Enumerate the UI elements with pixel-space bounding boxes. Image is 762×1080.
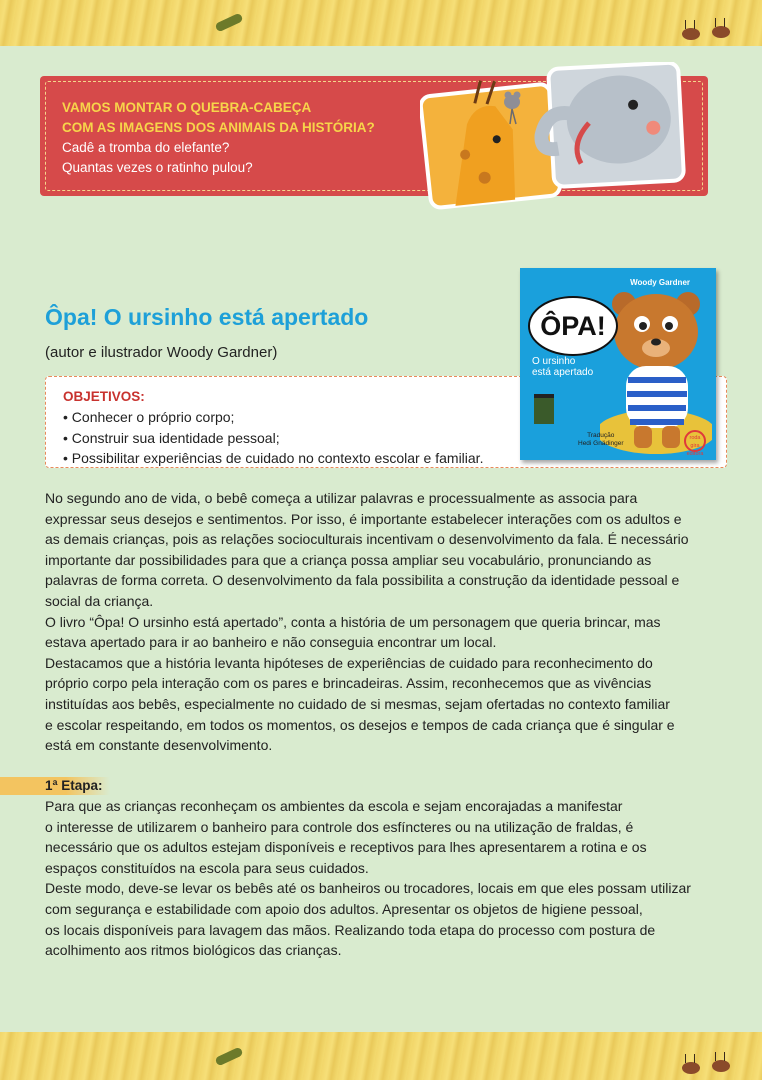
objectives-list bbox=[63, 407, 483, 469]
text-line: Para que as crianças reconheçam os ambientes da escola e sejam encorajadas a manifestar bbox=[45, 798, 623, 814]
puzzle-question-line-2: COM AS IMAGENS DOS ANIMAIS DA HISTÓRIA? bbox=[62, 120, 375, 135]
text-line: No segundo ano de vida, o bebê começa a utilizar palavras e processualmente as associa para bbox=[45, 490, 638, 506]
etapa-heading: 1ª Etapa: bbox=[45, 778, 103, 793]
puzzle-question-line-3: Cadê a tromba do elefante? bbox=[62, 140, 230, 155]
cover-author: Woody Gardner bbox=[630, 278, 690, 287]
puzzle-pieces-illustration bbox=[420, 62, 690, 212]
text-line: com segurança e estabilidade com apoio dos adultos. Apresentar os objetos de higiene pessoal, bbox=[45, 900, 643, 917]
objective-item: • Possibilitar experiências de cuidado no contexto escolar e familiar. bbox=[63, 448, 483, 469]
cricket-illustration bbox=[214, 1047, 243, 1067]
publisher-logo bbox=[684, 430, 706, 457]
puzzle-question-line-1: VAMOS MONTAR O QUEBRA-CABEÇA bbox=[62, 100, 312, 115]
publisher-logo-line-2: gira bbox=[690, 443, 700, 449]
text-line: palavras de forma correta. O desenvolvimento da fala possibilita a construção da identidade pessoal e bbox=[45, 572, 680, 589]
bottom-decorative-band bbox=[0, 1032, 762, 1080]
text-line: o interesse de utilizarem o banheiro para controle dos esfíncteres ou na utilização de fraldas, é bbox=[45, 818, 634, 835]
text-line: expressar seus desejos e sentimentos. Por isso, é importante estabelecer interações com os adultos e bbox=[45, 510, 682, 527]
book-author: (autor e ilustrador Woody Gardner) bbox=[45, 344, 278, 361]
text-line: os locais disponíveis para lavagem das mãos. Realizando toda etapa do processo com postura de bbox=[45, 921, 656, 938]
ladybug-illustration bbox=[682, 28, 700, 40]
intro-text bbox=[45, 488, 725, 756]
text-line: acolhimento aos ritmos biológicos das crianças. bbox=[45, 942, 342, 959]
cover-subtitle-line-2: está apertado bbox=[532, 367, 594, 378]
text-line: estava apertado para ir ao banheiro e não conseguia encontrar um local. bbox=[45, 634, 497, 651]
outhouse-illustration bbox=[534, 394, 554, 424]
book-cover-image bbox=[520, 268, 716, 460]
cover-subtitle-line-1: O ursinho bbox=[532, 356, 576, 367]
text-line: está em constante desenvolvimento. bbox=[45, 737, 273, 754]
cover-translation-label: Tradução bbox=[587, 432, 615, 439]
text-line: necessário que os adultos estejam disponíveis e receptivos para lhes apresentarem a rotina e os bbox=[45, 839, 647, 856]
ladybug-illustration bbox=[682, 1062, 700, 1074]
text-line: as demais crianças, pois as relações socioculturais incentivam o desenvolvimento da fala. É necessário bbox=[45, 531, 689, 548]
etapa-text bbox=[45, 796, 725, 961]
puzzle-question-line-4: Quantas vezes o ratinho pulou? bbox=[62, 160, 253, 175]
text-line: espaços constituídos na escola para seus cuidados. bbox=[45, 859, 369, 876]
cover-opa-speech-bubble: ÔPA! bbox=[528, 296, 618, 356]
ladybug-illustration bbox=[712, 1060, 730, 1072]
etapa-heading-band bbox=[0, 777, 110, 795]
text-line: instituídas aos bebês, especialmente no cuidado de si mesmas, sejam ofertadas no contexto familiar bbox=[45, 695, 670, 712]
publisher-logo-line-1: roda bbox=[689, 435, 701, 441]
text-line: e escolar respeitando, em todos os momentos, os desejos e tempos de cada criança que é singular e bbox=[45, 716, 675, 733]
top-decorative-band bbox=[0, 0, 762, 46]
objective-item: • Conhecer o próprio corpo; bbox=[63, 407, 483, 428]
objective-item: • Construir sua identidade pessoal; bbox=[63, 428, 483, 449]
cricket-illustration bbox=[214, 13, 243, 33]
cover-translation-credit bbox=[578, 432, 624, 448]
text-line: social da criança. bbox=[45, 592, 154, 609]
text-line: importante dar possibilidades para que a criança possa ampliar seu vocabulário, pronunciando as bbox=[45, 551, 652, 568]
cover-subtitle bbox=[532, 356, 612, 378]
publisher-logo-line-3: editora bbox=[686, 451, 704, 457]
text-line: Deste modo, deve-se levar os bebês até os banheiros ou trocadores, locais em que eles possam utilizar bbox=[45, 880, 691, 897]
text-line: O livro “Ôpa! O ursinho está apertado”, conta a história de um personagem que queria brincar, mas bbox=[45, 613, 661, 630]
ladybug-illustration bbox=[712, 26, 730, 38]
puzzle-prompt-text bbox=[62, 98, 375, 178]
text-line: próprio corpo pela interação com os pares e brincadeiras. Assim, reconhecemos que as vivências bbox=[45, 675, 652, 692]
objectives-heading: OBJETIVOS: bbox=[63, 389, 145, 404]
text-line: Destacamos que a história levanta hipóteses de experiências de cuidado para reconhecimento do bbox=[45, 654, 653, 671]
cover-translator: Hedi Gnädinger bbox=[578, 440, 624, 447]
book-title: Ôpa! O ursinho está apertado bbox=[45, 304, 369, 330]
